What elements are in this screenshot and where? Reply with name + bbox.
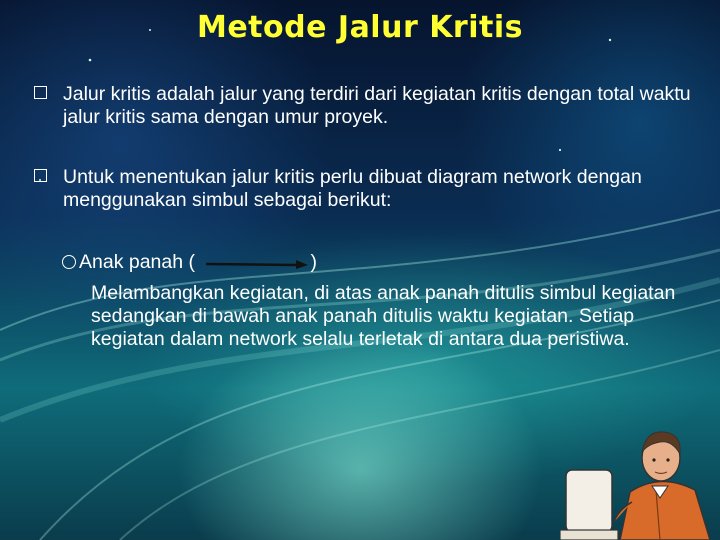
square-bullet-icon [34,86,47,99]
bullet-text: Untuk menentukan jalur kritis perlu dibuat diagram network dengan menggunakan simbul sebagai berikut: [63,166,642,211]
slide-title: Metode Jalur Kritis [196,10,523,45]
sub-bullet-close: ) [310,251,317,273]
person-at-computer-clipart [560,402,720,540]
bullet-item [34,83,704,129]
sub-bullet-item [62,251,702,274]
bullet-item [34,166,704,212]
arrow-icon [200,254,310,270]
bullet-text: Jalur kritis adalah jalur yang terdiri dari kegiatan kritis dengan total waktu jalur kritis sama dengan umur proyek. [63,83,691,128]
square-bullet-icon [34,169,47,182]
sub-bullet-lead: Anak panah ( [79,251,196,273]
sub-bullet-description: Melambangkan kegiatan, di atas anak panah ditulis simbul kegiatan sedangkan di bawah anak panah ditulis waktu kegiatan. Setiap kegiatan dalam network selalu terletak di antara dua peristiwa. [91,282,676,350]
circle-bullet-icon [62,255,76,269]
